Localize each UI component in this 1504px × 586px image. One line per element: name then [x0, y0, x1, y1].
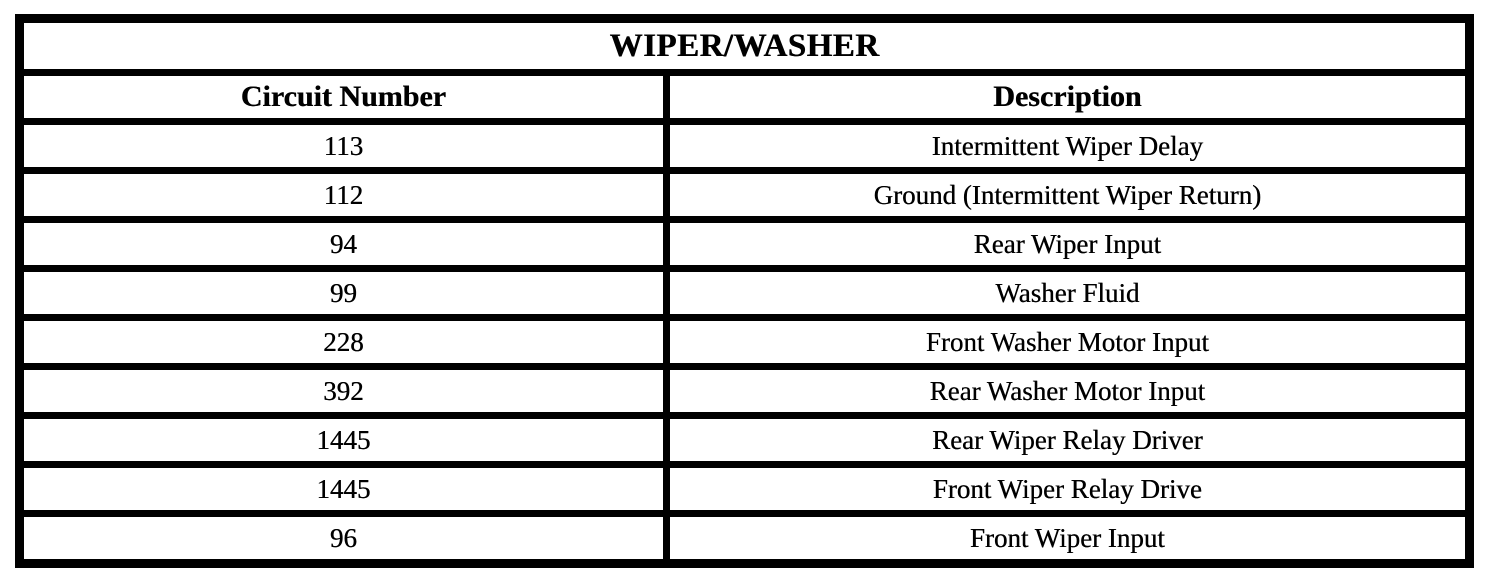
description-cell: Rear Washer Motor Input — [666, 367, 1469, 416]
table-title: WIPER/WASHER — [20, 19, 1470, 73]
table-body — [20, 122, 1470, 564]
column-header-description: Description — [666, 73, 1469, 122]
circuit-number-cell: 99 — [20, 269, 667, 318]
table-row — [20, 416, 1470, 465]
wiper-washer-table — [15, 14, 1474, 568]
table-row — [20, 171, 1470, 220]
circuit-number-cell: 392 — [20, 367, 667, 416]
circuit-number-cell: 1445 — [20, 465, 667, 514]
description-cell: Rear Wiper Relay Driver — [666, 416, 1469, 465]
circuit-number-cell: 96 — [20, 514, 667, 564]
table-row — [20, 269, 1470, 318]
description-cell: Rear Wiper Input — [666, 220, 1469, 269]
table-row — [20, 318, 1470, 367]
table-row — [20, 122, 1470, 171]
description-cell: Front Wiper Relay Drive — [666, 465, 1469, 514]
description-cell: Intermittent Wiper Delay — [666, 122, 1469, 171]
table-header-row — [20, 73, 1470, 122]
description-cell: Ground (Intermittent Wiper Return) — [666, 171, 1469, 220]
column-header-circuit-number: Circuit Number — [20, 73, 667, 122]
circuit-number-cell: 113 — [20, 122, 667, 171]
table-row — [20, 465, 1470, 514]
circuit-number-cell: 1445 — [20, 416, 667, 465]
table-row — [20, 514, 1470, 564]
circuit-number-cell: 112 — [20, 171, 667, 220]
description-cell: Front Wiper Input — [666, 514, 1469, 564]
description-cell: Front Washer Motor Input — [666, 318, 1469, 367]
circuit-number-cell: 94 — [20, 220, 667, 269]
circuit-number-cell: 228 — [20, 318, 667, 367]
table-title-row — [20, 19, 1470, 73]
description-cell: Washer Fluid — [666, 269, 1469, 318]
table-row — [20, 367, 1470, 416]
table-row — [20, 220, 1470, 269]
